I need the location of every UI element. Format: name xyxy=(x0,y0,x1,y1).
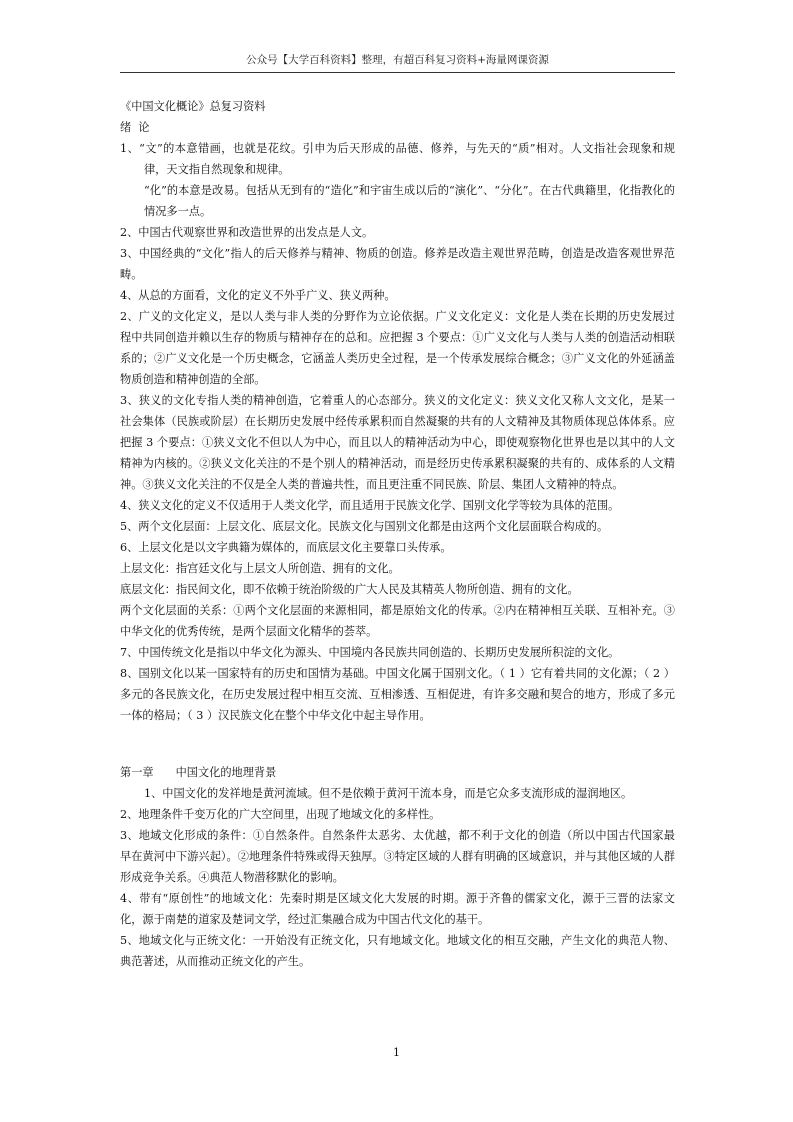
chapter-title: 中国文化的地理背景 xyxy=(175,766,277,779)
intro-paragraph-media: 6、上层文化是以文字典籍为媒体的，而底层文化主要靠口头传承。 xyxy=(120,541,452,554)
intro-paragraph-lower-culture: 底层文化：指民间文化，即不依赖于统治阶级的广大人民及其精英人物所创造、拥有的文化。 xyxy=(120,583,579,596)
document-body xyxy=(120,96,675,972)
page-number: 1 xyxy=(393,1046,400,1059)
intro-paragraph-two-levels: 5、两个文化层面：上层文化、底层文化。民族文化与国别文化都是由这两个文化层面联合构成的。 xyxy=(120,520,609,533)
intro-paragraph-narrow-scope: 4、狭义文化的定义不仅适用于人类文化学，而且适用于民族文化学、国别文化学等较为具体的范围。 xyxy=(120,499,620,512)
page-header: 公众号【大学百科资料】整理，有超百科复习资料+海量网课资源 xyxy=(246,54,549,66)
intro-paragraph-upper-culture: 上层文化：指宫廷文化与上层文人所创造、拥有的文化。 xyxy=(120,562,400,575)
chapter-paragraph-2: 2、地理条件千变万化的广大空间里，出现了地域文化的多样性。 xyxy=(120,808,441,821)
chapter-number: 第一章 xyxy=(120,766,154,779)
intro-paragraph-3: 3、中国经典的“文化”指人的后天修养与精神、物质的创造。修养是改造主观世界范畴，创造是改造客观世界范畴。 xyxy=(120,247,675,281)
section-gap xyxy=(120,726,675,762)
chapter-paragraph-5: 5、地域文化与正统文化：一开始没有正统文化，只有地域文化。地域文化的相互交融，产生文化的典范人物、典范著述，从而推动正统文化的产生。 xyxy=(120,934,675,968)
chapter-paragraph-1: 1、中国文化的发祥地是黄河流域。但不是依赖于黄河干流本身，而是它众多支流形成的湿润地区。 xyxy=(144,787,633,800)
intro-paragraph-narrow-definition: 3、狭义的文化专指人类的精神创造，它着重人的心态部分。狭义的文化定义：狭义文化又称人文文化，是某一社会集体（民族或阶层）在长期历史发展中经传承累积而自然凝聚的共有的人文精神及其物质体现总体体系。应把握 3 个要点：①狭义文化不但以人为中心，而且以人的精神活动为中心，即使观察物化世界也是以其中的人文精神为内核的。②狭义文化关注的不是个别人的精神活动，而是经历史传承累积凝聚的共有的、成体系的人文精神。③狭义文化关注的不仅是全人类的普遍共性，而且更注重不同民族、阶层、集团人文精神的特点。 xyxy=(120,394,675,491)
intro-heading: 绪 论 xyxy=(120,121,150,134)
intro-paragraph-broad-definition: 2、广义的文化定义，是以人类与非人类的分野作为立论依据。广义文化定义：文化是人类在长期的历史发展过程中共同创造并赖以生存的物质与精神存在的总和。应把握 3 个要点：①广义文化与人类与人类的创造活动相联系的；②广义文化是一个历史概念，它涵盖人类历史全过程，是一个传承发展综合概念；③广义文化的外延涵盖物质创造和精神创造的全部。 xyxy=(120,310,675,386)
document-title: 《中国文化概论》总复习资料 xyxy=(120,100,266,113)
header-divider xyxy=(120,72,675,73)
intro-paragraph-1: 1、“文”的本意错画，也就是花纹。引申为后天形成的品德、修养，与先天的“质”相对。人文指社会现象和规律，天文指自然现象和规律。 xyxy=(120,142,675,176)
chapter-heading xyxy=(120,762,675,783)
intro-paragraph-relationship: 两个文化层面的关系：①两个文化层面的来源相同，都是原始文化的传承。②内在精神相互关联、互相补充。③中华文化的优秀传统，是两个层面文化精华的荟萃。 xyxy=(120,604,675,638)
intro-paragraph-traditional-culture: 7、中国传统文化是指以中华文化为源头、中国境内各民族共同创造的、长期历史发展所积淀的文化。 xyxy=(120,646,620,659)
intro-paragraph-2: 2、中国古代观察世界和改造世界的出发点是人文。 xyxy=(120,226,374,239)
intro-paragraph-national-culture: 8、国别文化以某一国家特有的历史和国情为基础。中国文化属于国别文化。（ 1 ）它有着共同的文化源；（ 2 ）多元的各民族文化，在历史发展过程中相互交流、互相渗透、互相促进，有许多交融和契合的地方，形成了多元一体的格局；（ 3 ）汉民族文化在整个中华文化中起主导作用。 xyxy=(120,667,675,722)
chapter-paragraph-3: 3、地域文化形成的条件：①自然条件。自然条件太恶劣、太优越，都不利于文化的创造（所以中国古代国家最早在黄河中下游兴起）。②地理条件特殊或得天独厚。③特定区域的人群有明确的区域意识，并与其他区域的人群形成竞争关系。④典范人物潜移默化的影响。 xyxy=(120,829,675,884)
chapter-paragraph-4: 4、带有“原创性”的地域文化：先秦时期是区域文化大发展的时期。源于齐鲁的儒家文化，源于三晋的法家文化，源于南楚的道家及楚词文学，经过汇集融合成为中国古代文化的基干。 xyxy=(120,892,675,926)
intro-paragraph-hua: “化”的本意是改易。包括从无到有的“造化”和宇宙生成以后的“演化”、“分化”。在古代典籍里，化指教化的情况多一点。 xyxy=(144,184,675,218)
intro-paragraph-4: 4、从总的方面看，文化的定义不外乎广义、狭义两种。 xyxy=(120,289,396,302)
